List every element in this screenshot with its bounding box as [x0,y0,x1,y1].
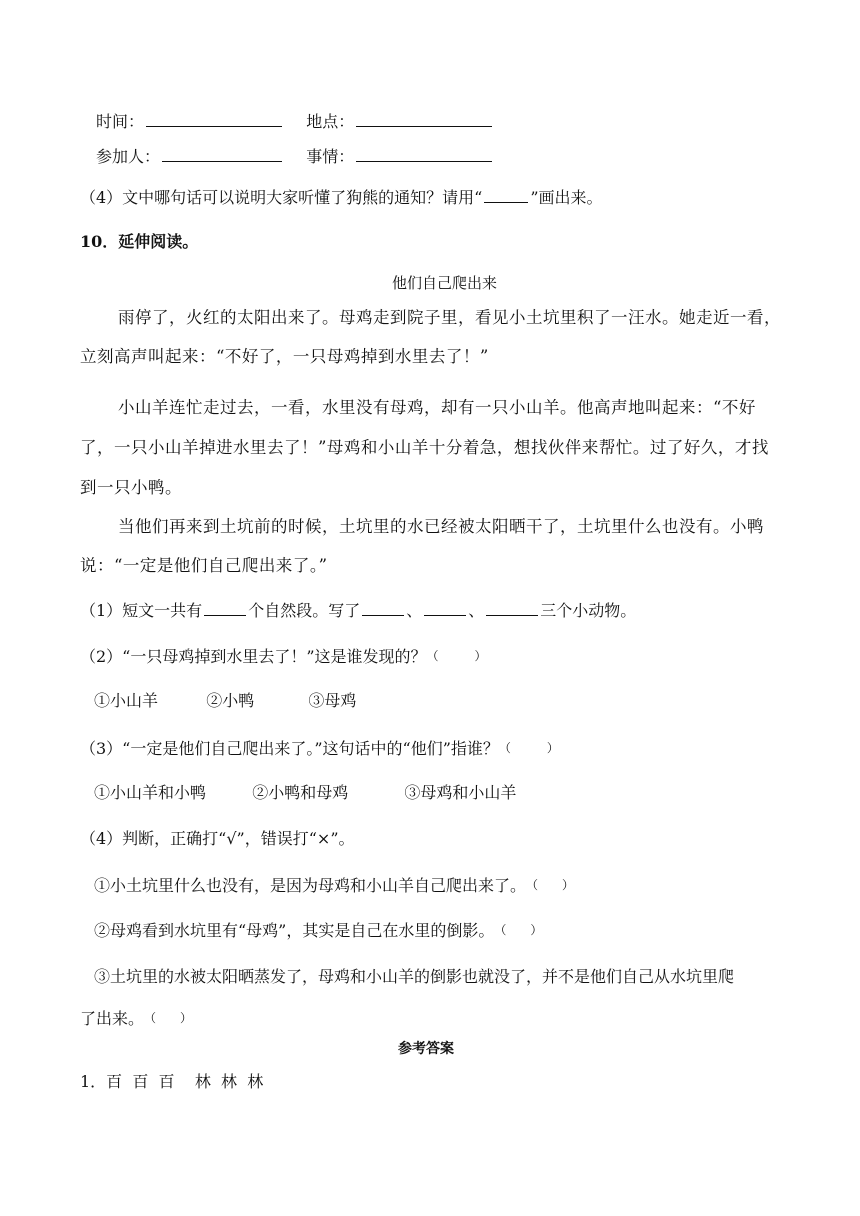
story-p3-line2: 说：“一定是他们自己爬出来了。” [80,556,328,575]
judge-item-1: ①小土坑里什么也没有，是因为母鸡和小山羊自己爬出来了。（ ） [94,876,575,895]
story-p2-line3: 到一只小鸭。 [80,478,182,497]
story-p2-line2: 了，一只小山羊掉进水里去了！”母鸡和小山羊十分着急，想找伙伴来帮忙。过了好久，才找 [80,438,769,457]
question-4: （4）判断，正确打“√”，错误打“×”。 [80,829,355,848]
judge-2-paren[interactable]: （ ） [494,923,543,937]
judge-item-3-line1: ③土坑里的水被太阳晒蒸发了，母鸡和小山羊的倒影也就没了，并不是他们自己从水坑里爬 [94,967,735,986]
story-p2-line1: 小山羊连忙走过去，一看，水里没有母鸡，却有一只小山羊。他高声地叫起来：“不好 [118,398,756,417]
place-blank[interactable] [356,125,492,127]
underline-sample [484,201,528,203]
question-2: （2）“一只母鸡掉到水里去了！”这是谁发现的？（ ） [80,647,487,666]
time-place-row [96,112,494,132]
story-title: 他们自己爬出来 [392,274,498,292]
story-p3-line1: 当他们再来到土坑前的时候，土坑里的水已经被太阳晒干了，土坑里什么也没有。小鸭 [118,517,764,536]
q3-options [94,783,516,803]
question-3: （3）“一定是他们自己爬出来了。”这句话中的“他们”指谁？（ ） [80,739,559,758]
story-p1-line2: 立刻高声叫起来：“不好了，一只母鸡掉到水里去了！” [80,347,489,366]
q1-blank-animal-3[interactable] [486,614,538,616]
q3-option-3[interactable]: ③母鸡和小山羊 [404,783,517,802]
time-blank[interactable] [146,125,282,127]
q1-blank-animal-2[interactable] [424,614,466,616]
q3-option-2[interactable]: ②小鸭和母鸡 [252,783,349,802]
q2-option-2[interactable]: ②小鸭 [206,691,255,710]
answers-heading: 参考答案 [398,1041,454,1057]
q1-blank-animal-1[interactable] [362,614,404,616]
story-p1-line1: 雨停了，火红的太阳出来了。母鸡走到院子里，看见小土坑里积了一汪水。她走近一看， [118,308,781,327]
participants-blank[interactable] [162,160,282,162]
judge-3-paren[interactable]: （ ） [144,1011,193,1025]
participants-label: 参加人： [96,147,161,166]
q2-option-3[interactable]: ③母鸡 [308,691,357,710]
q1-blank-paragraphs[interactable] [204,614,246,616]
place-label: 地点： [306,112,355,131]
section-10-heading: 10．延伸阅读。 [80,232,199,251]
sec1-question-4: （4）文中哪句话可以说明大家听懂了狗熊的通知？请用“ ”画出来。 [80,188,603,207]
answer-1: 1．百 百 百 林 林 林 [80,1072,264,1091]
judge-1-paren[interactable]: （ ） [526,878,575,892]
q3-option-1[interactable]: ①小山羊和小鸭 [94,783,207,802]
judge-item-3-line2: 了出来。（ ） [80,1009,193,1028]
q2-answer-paren[interactable]: （ ） [426,649,487,663]
q3-answer-paren[interactable]: （ ） [498,741,559,755]
q2-options [94,691,356,711]
time-label: 时间： [96,112,145,131]
judge-item-2: ②母鸡看到水坑里有“母鸡”，其实是自己在水里的倒影。（ ） [94,921,543,940]
event-blank[interactable] [356,160,492,162]
question-1: （1）短文一共有 个自然段。写了 、 、 三个小动物。 [80,601,637,620]
event-label: 事情： [306,147,355,166]
q2-option-1[interactable]: ①小山羊 [94,691,159,710]
participants-event-row [96,147,494,167]
